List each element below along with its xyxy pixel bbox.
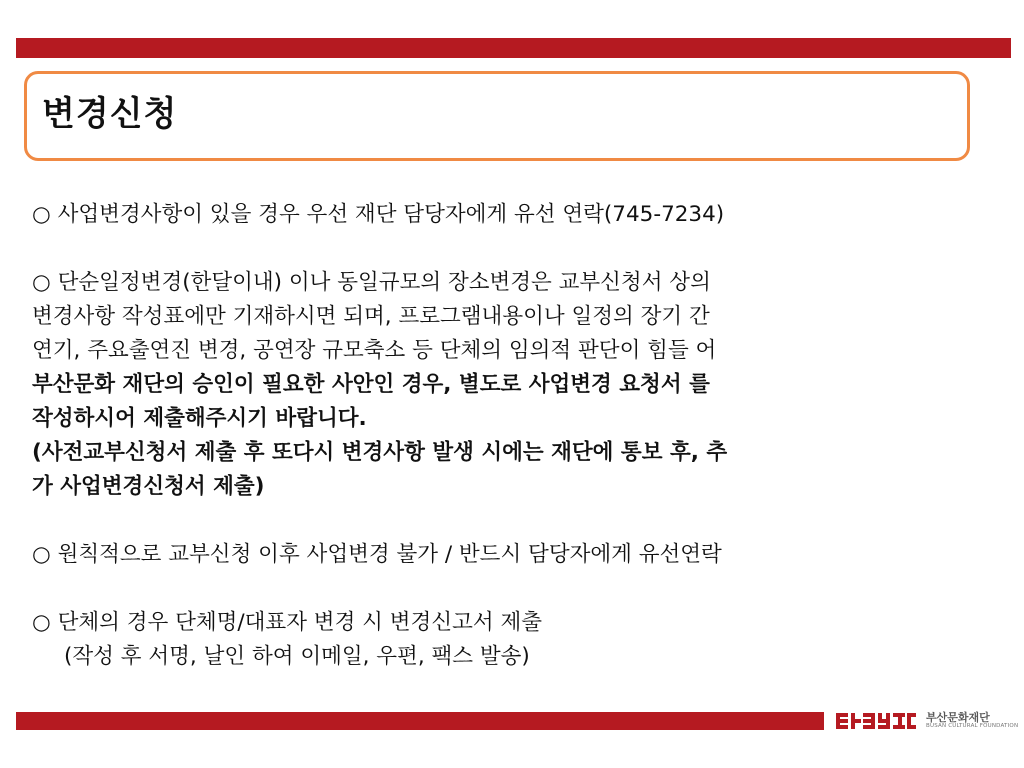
bottom-accent-bar: [16, 712, 824, 730]
foundation-logo-name: 부산문화재단: [926, 711, 990, 724]
text-line-indented: (작성 후 서명, 날인 하여 이메일, 우편, 팩스 발송): [64, 644, 530, 669]
text-line: ○ 사업변경사항이 있을 경우 우선 재단 담당자에게 유선 연락(745-7234): [32, 202, 725, 227]
spacer: [32, 232, 992, 266]
slide-content: [32, 198, 992, 674]
text-line-bold: (사전교부신청서 제출 후 또다시 변경사항 발생 시에는 재단에 통보 후, 추: [32, 440, 728, 465]
top-accent-bar: [16, 38, 1011, 58]
text-line: 연기, 주요출연진 변경, 공연장 규모축소 등 단체의 임의적 판단이 힘들 어: [32, 338, 717, 363]
text-line: 변경사항 작성표에만 기재하시면 되며, 프로그램내용이나 일정의 장기 간: [32, 304, 710, 329]
page-title: 변경신청: [42, 94, 178, 134]
text-line-bold: 부산문화 재단의 승인이 필요한 사안인 경우, 별도로 사업변경 요청서 를: [32, 372, 710, 397]
spacer: [32, 572, 992, 606]
foundation-logo-subtitle: BUSAN CULTURAL FOUNDATION: [926, 723, 1019, 729]
text-line-bold: 작성하시어 제출해주시기 바랍니다.: [32, 406, 367, 431]
text-line-bold: 가 사업변경신청서 제출): [32, 474, 265, 499]
title-box: [24, 71, 970, 161]
foundation-logo-mark-icon: [836, 710, 916, 732]
paragraph-contact: [32, 198, 992, 232]
spacer: [32, 504, 992, 538]
text-line: ○ 단체의 경우 단체명/대표자 변경 시 변경신고서 제출: [32, 610, 542, 635]
text-line: ○ 원칙적으로 교부신청 이후 사업변경 불가 / 반드시 담당자에게 유선연락: [32, 542, 722, 567]
paragraph-organization: [32, 606, 992, 674]
paragraph-principle: [32, 538, 992, 572]
paragraph-change-rules: [32, 266, 992, 504]
text-line: ○ 단순일정변경(한달이내) 이나 동일규모의 장소변경은 교부신청서 상의: [32, 270, 711, 295]
foundation-logo: [836, 708, 1019, 734]
